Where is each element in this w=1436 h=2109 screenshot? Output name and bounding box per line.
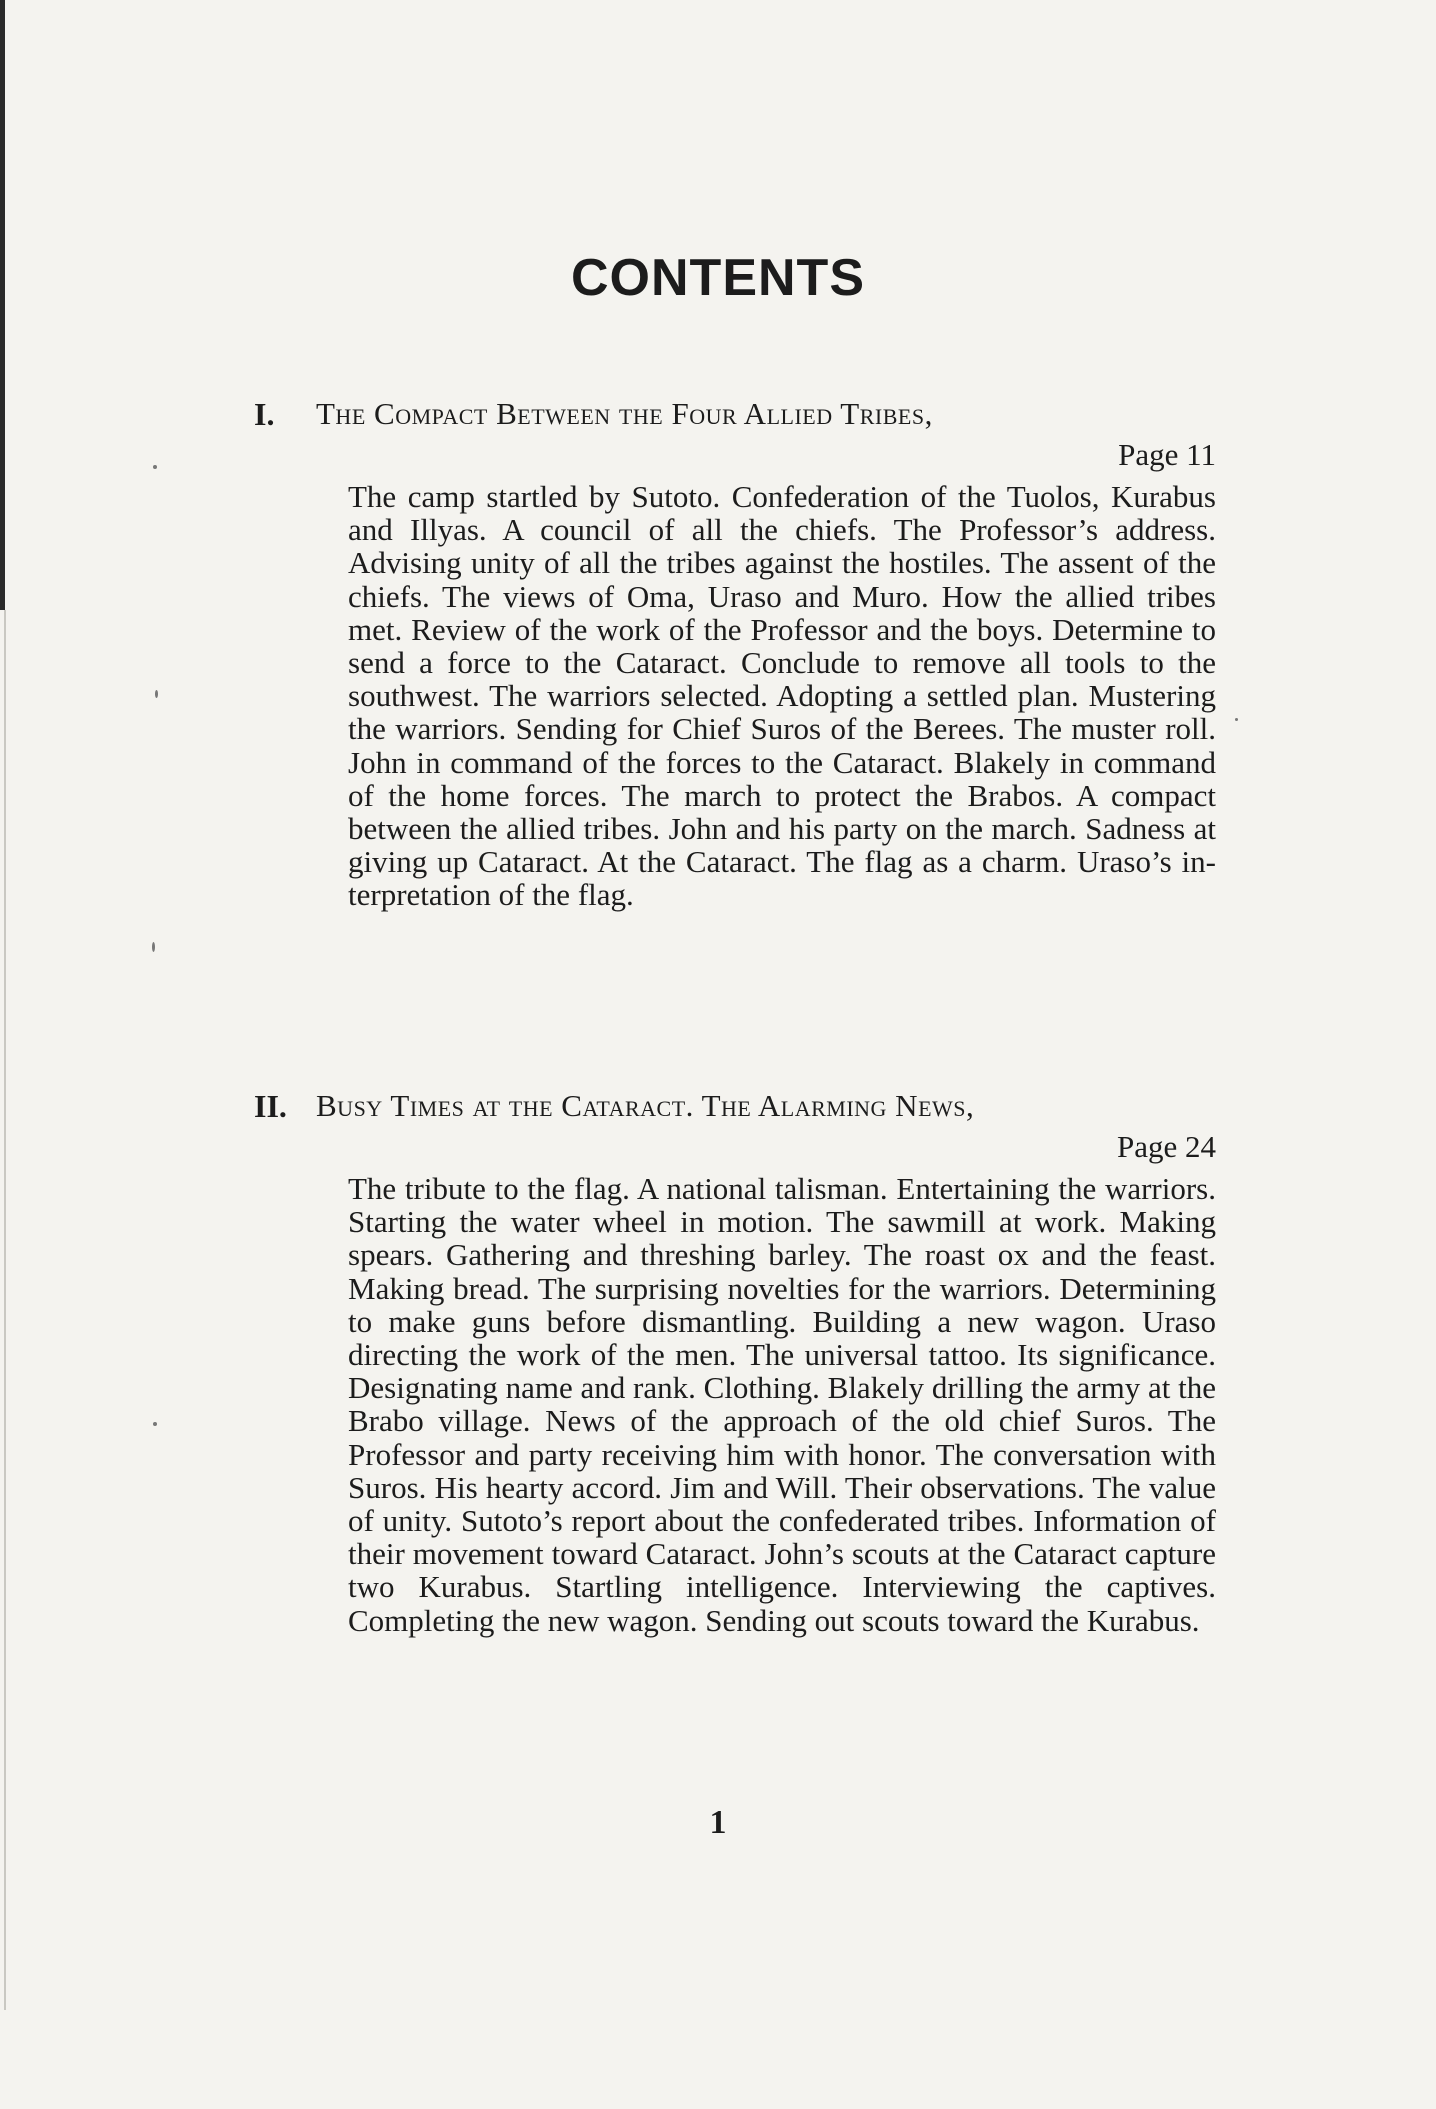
chapter-page-reference: Page 11 xyxy=(1118,437,1216,472)
chapter-title: Busy Times at the Cataract. The Alarming News, xyxy=(316,1088,975,1123)
paper-speck xyxy=(155,690,158,698)
chapter-summary: The tribute to the flag. A national talisman. Entertaining the warriors. Starting the water wheel in motion. The sawmill at work. Making spears. Gathering and threshing barley. The roast ox and the feast. Making bread. The surprising novelties for the warriors. Determining to make guns before dismantling. Building a new wagon. Uraso directing the work of the men. The universal tattoo. Its significance. Designating name and rank. Clothing. Blakely drilling the army at the Brabo village. News of the approach of the old chief Suros. The Professor and party receiving him with honor. The conversation with Suros. His hearty accord. Jim and Will. Their observations. The value of unity. Sutoto’s report about the confederated tribes. Information of their movement toward Cataract. John’s scouts at the Cataract capture two Kurabus. Startling intelligence. Interviewing the captives. Completing the new wagon. Sending out scouts toward the Kurabus. xyxy=(348,1171,1216,1638)
page-title: CONTENTS xyxy=(571,249,865,307)
chapter-page-reference: Page 24 xyxy=(1116,1129,1216,1164)
chapter-title: The Compact Between the Four Allied Tribes, xyxy=(316,396,933,431)
chapter-summary: The camp startled by Sutoto. Confederation of the Tuolos, Kurabus and Illyas. A council of all the chiefs. The Professor’s address. Advising unity of all the tribes against the hostiles. The assent of the chiefs. The views of Oma, Uraso and Muro. How the allied tribes met. Review of the work of the Professor and the boys. Determine to send a force to the Cataract. Conclude to remove all tools to the southwest. The warriors selected. Adopting a settled plan. Mustering the warriors. Sending for Chief Suros of the Berees. The muster roll. John in command of the forces to the Cataract. Blakely in command of the home forces. The march to protect the Brabos. A compact between the allied tribes. John and his party on the march. Sadness at giving up Cataract. At the Cataract. The flag as a charm. Uraso’s interpretation of the flag. xyxy=(348,479,1216,913)
page-number: 1 xyxy=(709,1804,727,1841)
page-binding-shadow xyxy=(4,610,6,2010)
chapter-heading xyxy=(254,396,1216,436)
chapter-numeral: I. xyxy=(254,396,275,432)
paper-speck xyxy=(153,465,157,469)
chapter-numeral: II. xyxy=(254,1088,287,1124)
paper-speck xyxy=(152,942,155,952)
chapter-entry xyxy=(254,1088,1216,1637)
paper-speck xyxy=(153,1422,157,1426)
chapter-heading xyxy=(254,1088,1216,1128)
chapter-entry xyxy=(254,396,1216,912)
paper-speck xyxy=(1235,718,1238,721)
